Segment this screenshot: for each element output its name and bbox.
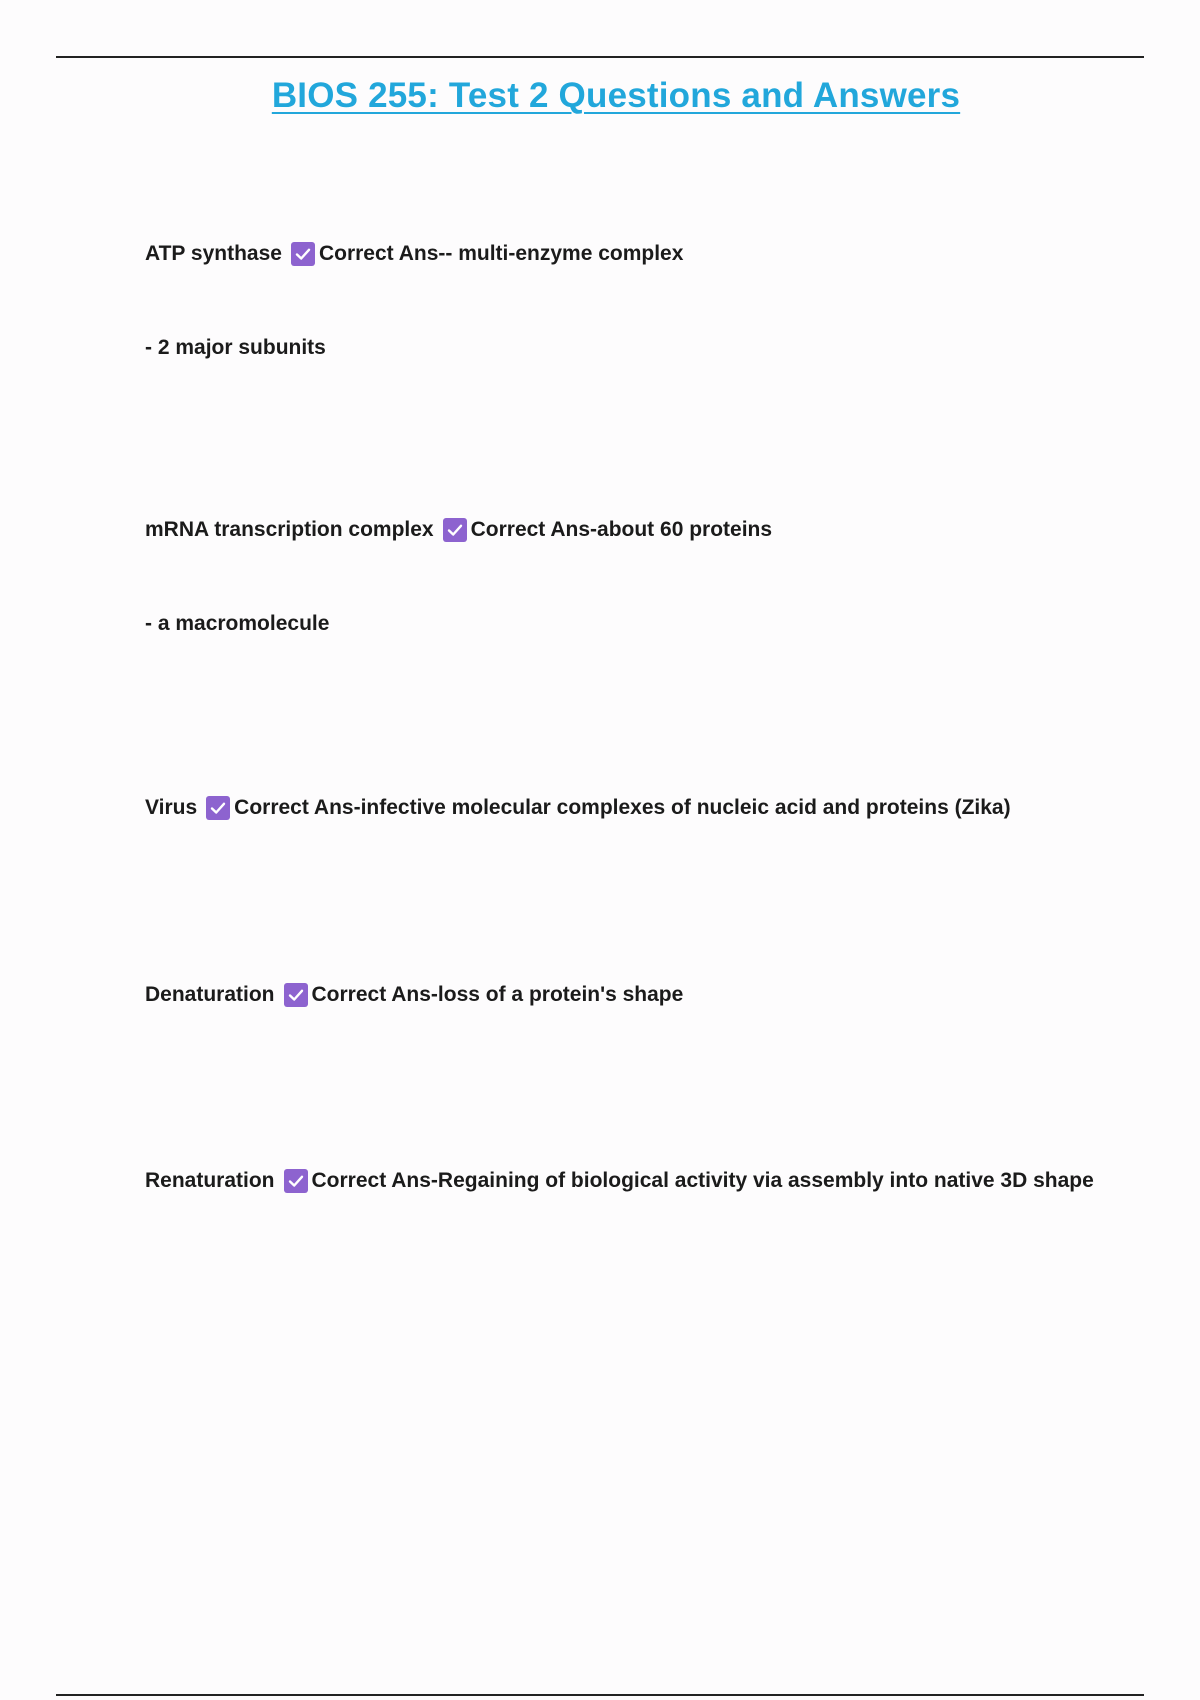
checkbox-checked-icon: [291, 242, 315, 266]
qa-note: [145, 334, 326, 362]
answer: Correct Ans-loss of a protein's shape: [311, 983, 684, 1006]
checkbox-checked-icon: [284, 1169, 308, 1193]
answer: Correct Ans-- multi-enzyme complex: [318, 242, 684, 265]
term: Renaturation: [145, 1169, 275, 1192]
checkbox-checked-icon: [206, 796, 230, 820]
term: Denaturation: [145, 983, 275, 1006]
term: mRNA transcription complex: [145, 518, 434, 541]
answer: Correct Ans-infective molecular complexes of nucleic acid and proteins (Zika): [234, 796, 1011, 819]
qa-note: [145, 610, 329, 638]
qa-item-mrna-transcription-complex: [145, 516, 772, 544]
answer: Correct Ans-Regaining of biological activity via assembly into native 3D shape: [311, 1169, 1094, 1192]
qa-item-virus: [145, 794, 1011, 822]
term: ATP synthase: [145, 242, 282, 265]
qa-item-atp-synthase: [145, 240, 683, 268]
answer: Correct Ans-about 60 proteins: [470, 518, 773, 541]
term: Virus: [145, 796, 198, 819]
bottom-rule: [56, 1694, 1144, 1696]
note-text: - a macromolecule: [145, 612, 330, 635]
checkbox-checked-icon: [443, 518, 467, 542]
note-text: - 2 major subunits: [145, 336, 326, 359]
qa-item-denaturation: [145, 981, 683, 1009]
checkbox-checked-icon: [284, 983, 308, 1007]
document-title: BIOS 255: Test 2 Questions and Answers: [271, 76, 961, 115]
qa-item-renaturation: [145, 1167, 1094, 1195]
top-rule: [56, 56, 1144, 58]
